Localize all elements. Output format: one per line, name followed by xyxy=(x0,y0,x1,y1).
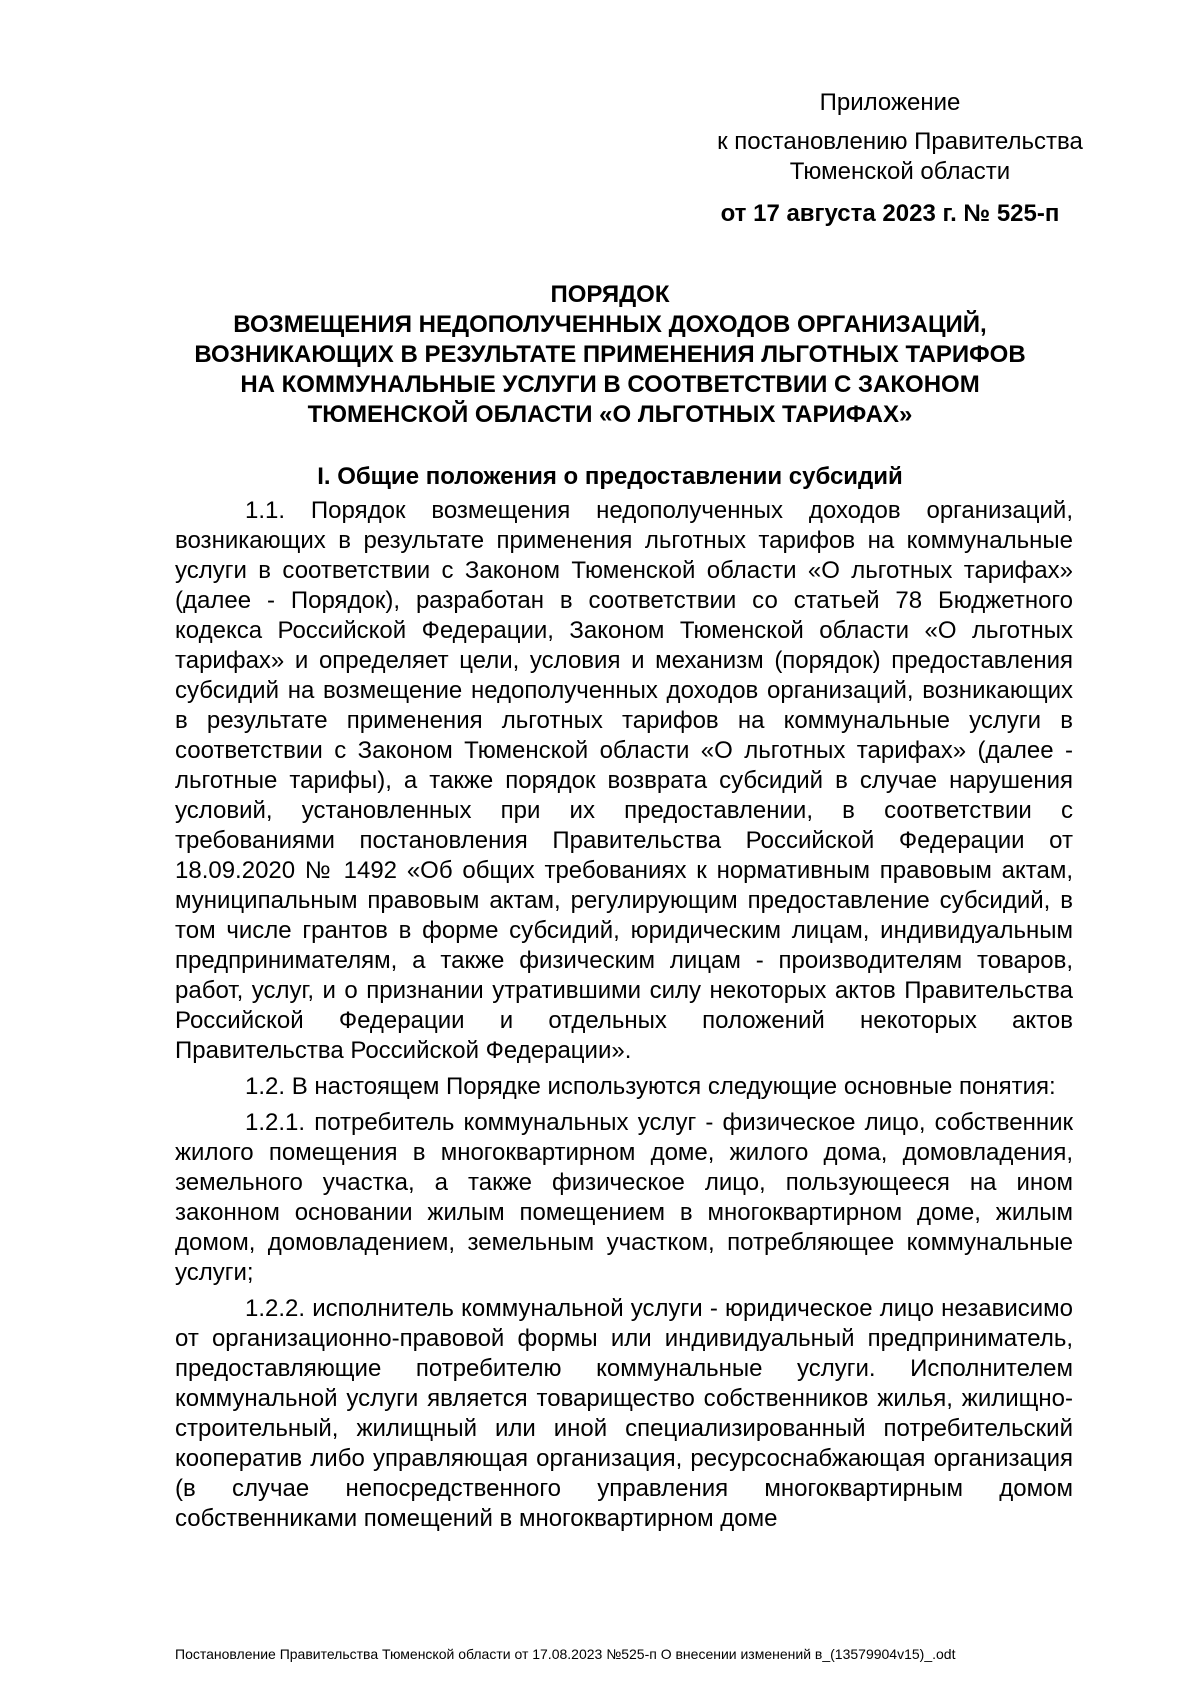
title-line-4: НА КОММУНАЛЬНЫЕ УСЛУГИ В СООТВЕТСТВИИ С ЗАКОНОМ xyxy=(240,371,980,398)
document-title xyxy=(160,280,1060,430)
section-heading: I. Общие положения о предоставлении субсидий xyxy=(317,463,903,490)
section-body xyxy=(175,496,1073,1540)
page-footer: Постановление Правительства Тюменской области от 17.08.2023 №525-п О внесении изменений в_(13579904v15)_.odt xyxy=(175,1646,956,1662)
paragraph-1-2-2: 1.2.2. исполнитель коммунальной услуги - юридическое лицо независимо от организационно-правовой формы или индивидуальный предприниматель, предоставляющие потребителю коммунальные услуги. Исполнителем коммунальной услуги является товарищество собственников жилья, жилищно-строительный, жилищный или иной специализированный потребительский кооператив либо управляющая организация, ресурсоснабжающая организация (в случае непосредственного управления многоквартирным домом собственниками помещений в многоквартирном доме xyxy=(175,1295,1073,1532)
title-line-5: ТЮМЕНСКОЙ ОБЛАСТИ «О ЛЬГОТНЫХ ТАРИФАХ» xyxy=(307,401,913,428)
title-line-2: ВОЗМЕЩЕНИЯ НЕДОПОЛУЧЕННЫХ ДОХОДОВ ОРГАНИЗАЦИЙ, xyxy=(233,311,987,338)
approval-date-number: от 17 августа 2023 г. № 525-п xyxy=(720,200,1060,227)
title-line-1: ПОРЯДОК xyxy=(550,281,670,308)
approval-block xyxy=(690,88,1110,229)
approval-region-line: Тюменской области xyxy=(789,158,1011,185)
title-line-3: ВОЗНИКАЮЩИХ В РЕЗУЛЬТАТЕ ПРИМЕНЕНИЯ ЛЬГОТНЫХ ТАРИФОВ xyxy=(194,341,1026,368)
paragraph-1-2-1: 1.2.1. потребитель коммунальных услуг - физическое лицо, собственник жилого помещения в многоквартирном доме, жилого дома, домовладения, земельного участка, а также физическое лицо, пользующееся на ином законном основании жилым помещением в многоквартирном доме, жилым домом, домовладением, земельным участком, потребляющее коммунальные услуги; xyxy=(175,1109,1073,1286)
paragraph-1-1: 1.1. Порядок возмещения недополученных доходов организаций, возникающих в результате применения льготных тарифов на коммунальные услуги в соответствии с Законом Тюменской области «О льготных тарифах» (далее - Порядок), разработан в соответствии со статьей 78 Бюджетного кодекса Российской Федерации, Законом Тюменской области «О льготных тарифах» и определяет цели, условия и механизм (порядок) предоставления субсидий на возмещение недополученных доходов организаций, возникающих в результате применения льготных тарифов на коммунальные услуги в соответствии с Законом Тюменской области «О льготных тарифах» (далее - льготные тарифы), а также порядок возврата субсидий в случае нарушения условий, установленных при их предоставлении, в соответствии с требованиями постановления Правительства Российской Федерации от 18.09.2020 № 1492 «Об общих требованиях к нормативным правовым актам, муниципальным правовым актам, регулирующим предоставление субсидий, в том числе грантов в форме субсидий, юридическим лицам, индивидуальным предпринимателям, а также физическим лицам - производителям товаров, работ, услуг, и о признании утратившими силу некоторых актов Правительства Российской Федерации и отдельных положений некоторых актов Правительства Российской Федерации». xyxy=(175,497,1073,1064)
paragraph-1-2: 1.2. В настоящем Порядке используются следующие основные понятия: xyxy=(245,1073,1056,1100)
approval-resolution-line: к постановлению Правительства xyxy=(717,128,1083,155)
approval-annex-label: Приложение xyxy=(819,89,961,116)
